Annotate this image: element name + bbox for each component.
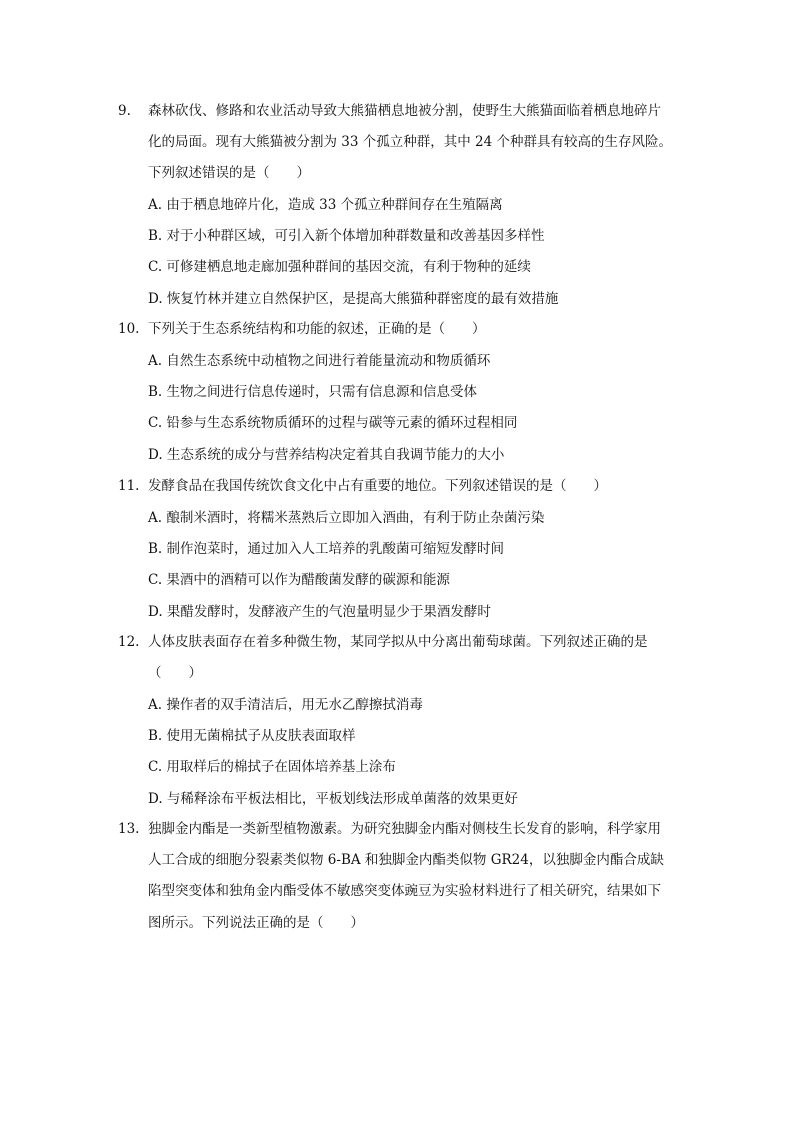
option-b: B. 对于小种群区域，可引入新个体增加种群数量和改善基因多样性 [148,228,545,244]
question-stem-line: 独脚金内酯是一类新型植物激素。为研究独脚金内酯对侧枝生长发育的影响，科学家用 [148,821,661,837]
question-stem-line: 森林砍伐、修路和农业活动导致大熊猫栖息地被分割，使野生大熊猫面临着栖息地碎片 [148,103,661,119]
question-number: 11. [118,478,140,494]
question-stem-line: 人工合成的细胞分裂素类似物 6-BA 和独脚金内酯类似物 GR24，以独脚金内酯合成缺 [148,852,664,868]
question-stem-line: 人体皮肤表面存在着多种微生物，某同学拟从中分离出葡萄球菌。下列叙述正确的是 [148,634,648,650]
question-number: 13. [118,821,140,837]
option-b: B. 生物之间进行信息传递时，只需有信息源和信息受体 [148,384,478,400]
question-number: 12. [118,634,140,650]
question-stem-line: 化的局面。现有大熊猫被分割为 33 个孤立种群，其中 24 个种群具有较高的生存风险。 [148,134,673,150]
option-a: A. 酿制米酒时，将糯米蒸熟后立即加入酒曲，有利于防止杂菌污染 [148,510,545,526]
question-stem-line: 下列关于生态系统结构和功能的叙述，正确的是（ ） [148,321,486,337]
option-b: B. 制作泡菜时，通过加入人工培养的乳酸菌可缩短发酵时间 [148,541,505,557]
question-number: 9. [118,103,131,119]
question-stem-line: （ ） [148,665,202,681]
option-c: C. 可修建栖息地走廊加强种群间的基因交流，有利于物种的延续 [148,259,531,275]
option-b: B. 使用无菌棉拭子从皮肤表面取样 [148,728,356,744]
option-a: A. 自然生态系统中动植物之间进行着能量流动和物质循环 [148,353,491,369]
question-stem-line: 陷型突变体和独角金内酯受体不敏感突变体豌豆为实验材料进行了相关研究，结果如下 [148,883,661,899]
question-stem-line: 下列叙述错误的是（ ） [148,165,310,181]
option-d: D. 果醋发酵时，发酵液产生的气泡量明显少于果酒发酵时 [148,604,491,620]
option-a: A. 由于栖息地碎片化，造成 33 个孤立种群间存在生殖隔离 [148,197,503,213]
option-c: C. 用取样后的棉拭子在固体培养基上涂布 [148,759,396,775]
option-d: D. 与稀释涂布平板法相比，平板划线法形成单菌落的效果更好 [148,791,518,807]
option-d: D. 生态系统的成分与营养结构决定着其自我调节能力的大小 [148,447,505,463]
question-stem-line: 发酵食品在我国传统饮食文化中占有重要的地位。下列叙述错误的是（ ） [148,478,607,494]
question-number: 10. [118,321,140,337]
option-d: D. 恢复竹林并建立自然保护区，是提高大熊猫种群密度的最有效措施 [148,291,559,307]
question-stem-line: 图所示。下列说法正确的是（ ） [148,915,364,931]
option-c: C. 铅参与生态系统物质循环的过程与碳等元素的循环过程相同 [148,415,518,431]
option-c: C. 果酒中的酒精可以作为醋酸菌发酵的碳源和能源 [148,572,450,588]
option-a: A. 操作者的双手清洁后，用无水乙醇擦拭消毒 [148,697,423,713]
